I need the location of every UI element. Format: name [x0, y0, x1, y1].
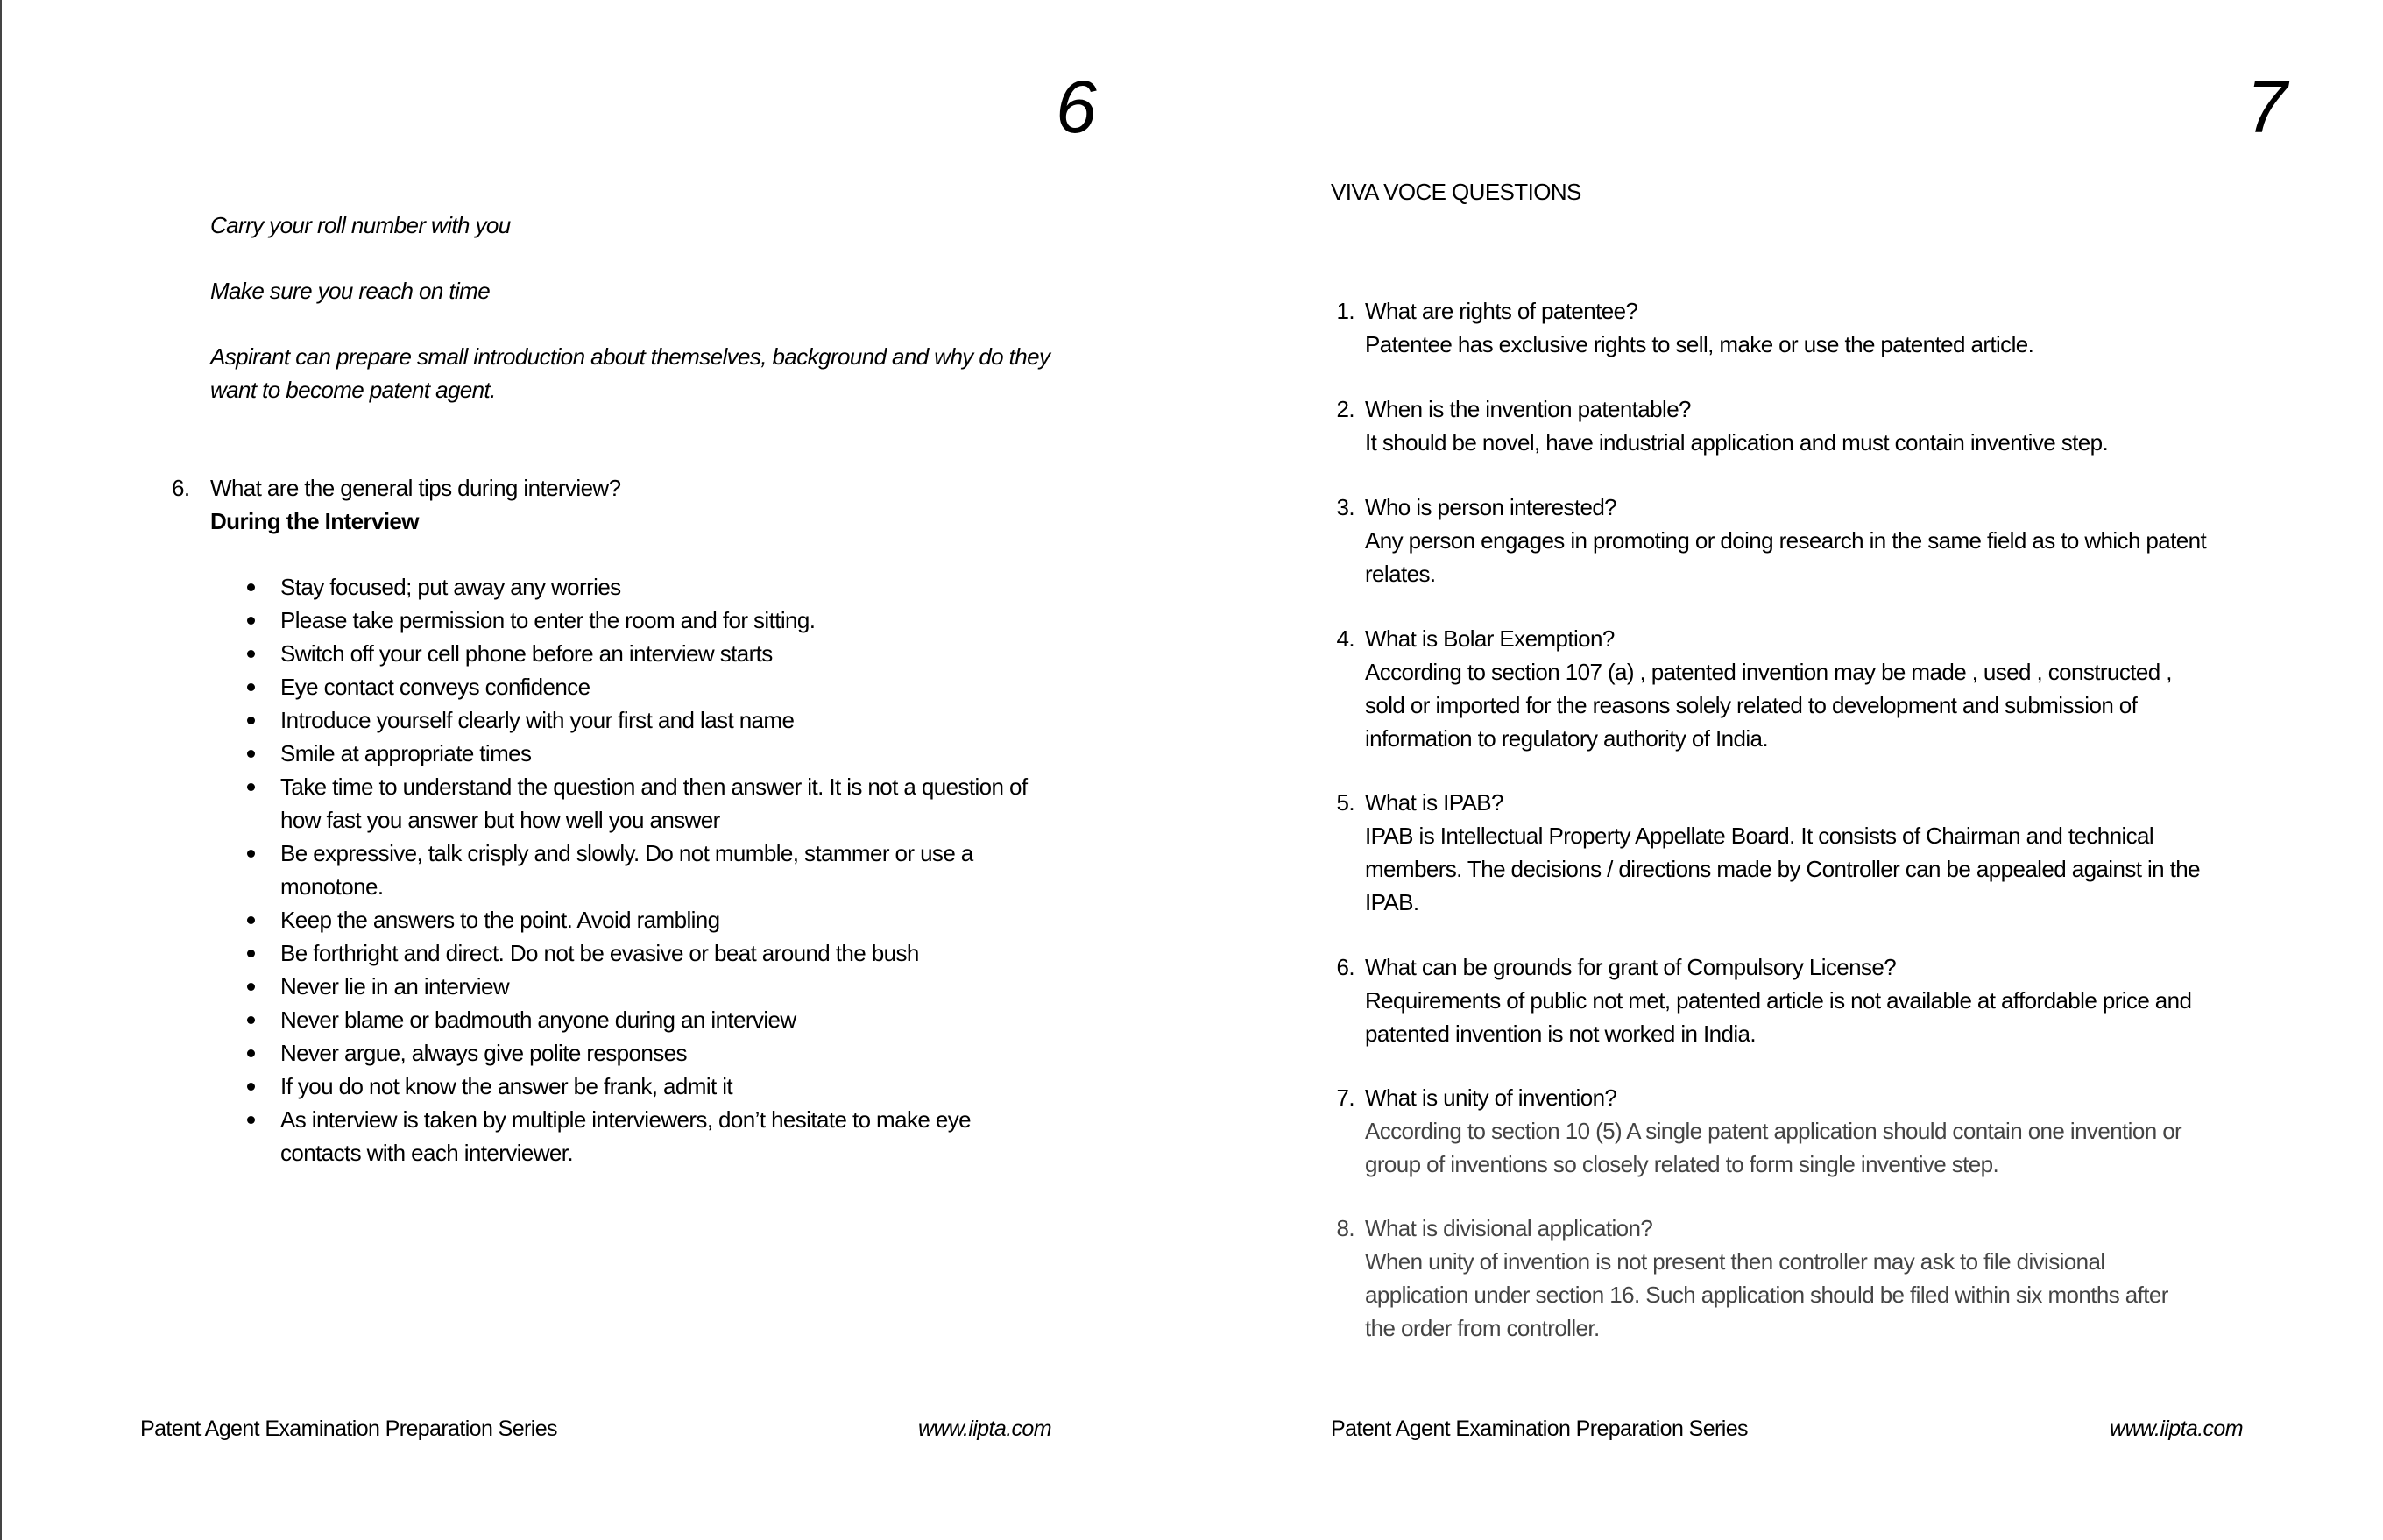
question-number: 8.	[1336, 1215, 1354, 1241]
list-item: If you do not know the answer be frank, admit it	[280, 1070, 1069, 1103]
list-item: Please take permission to enter the room and for sitting.	[280, 604, 1069, 637]
question-number: 6.	[1336, 954, 1354, 980]
left-page	[0, 0, 1191, 1540]
question-number: 6.	[172, 475, 190, 501]
footer-website: www.iipta.com	[2110, 1416, 2243, 1441]
bullet-icon	[247, 983, 255, 991]
footer-series-title: Patent Agent Examination Preparation Series	[1331, 1416, 1748, 1441]
bullet-icon	[247, 1049, 255, 1057]
list-item: Take time to understand the question and then answer it. It is not a question of how fast you answer but how well you answer	[280, 770, 1069, 837]
section-subheading: During the Interview	[210, 508, 419, 534]
answer-line: When unity of invention is not present then controller may ask to file divisional	[1365, 1248, 2105, 1275]
answer-line: Any person engages in promoting or doing research in the same field as to which patent	[1365, 527, 2207, 554]
bullet-icon	[247, 683, 255, 691]
question-item	[1336, 294, 2241, 361]
question-text: What can be grounds for grant of Compulsory License?	[1365, 954, 1897, 980]
bullet-icon	[247, 783, 255, 791]
list-item: Never argue, always give polite responses	[280, 1036, 1069, 1070]
answer-line: Patentee has exclusive rights to sell, make or use the patented article.	[1365, 331, 2034, 357]
question-item	[1336, 392, 2241, 459]
question-item	[1336, 950, 2241, 1050]
list-item: Be expressive, talk crisply and slowly. Do not mumble, stammer or use a monotone.	[280, 837, 1069, 903]
question-text: When is the invention patentable?	[1365, 396, 1691, 422]
bullet-icon	[247, 950, 255, 957]
question-text: What is unity of invention?	[1365, 1084, 1617, 1111]
bullet-icon	[247, 617, 255, 625]
answer-line: Requirements of public not met, patented article is not available at affordable price and	[1365, 987, 2192, 1014]
list-item: Stay focused; put away any worries	[280, 570, 1069, 604]
answer-line: the order from controller.	[1365, 1315, 1600, 1341]
question-number: 3.	[1336, 494, 1354, 520]
page-number: 6	[1056, 66, 1097, 148]
note-roll-number: Carry your roll number with you	[210, 212, 511, 238]
list-item: Smile at appropriate times	[280, 737, 1069, 770]
bullet-icon	[247, 583, 255, 591]
question-text: What is IPAB?	[1365, 789, 1503, 816]
question-item	[1336, 491, 2241, 590]
answer-line: application under section 16. Such application should be filed within six months after	[1365, 1282, 2168, 1308]
question-number: 4.	[1336, 625, 1354, 652]
answer-line: sold or imported for the reasons solely related to development and submission of	[1365, 692, 2138, 718]
answer-line: group of inventions so closely related to form single inventive step.	[1365, 1151, 1999, 1177]
question-text: What is Bolar Exemption?	[1365, 625, 1615, 652]
question-item	[1336, 1212, 2241, 1345]
answer-line: IPAB is Intellectual Property Appellate Board. It consists of Chairman and technical	[1365, 823, 2154, 849]
right-page	[1191, 0, 2383, 1540]
list-item: Introduce yourself clearly with your first and last name	[280, 703, 1069, 737]
answer-line: IPAB.	[1365, 889, 1419, 915]
question-text: What are rights of patentee?	[1365, 298, 1638, 324]
question-text: What are the general tips during interview?	[210, 475, 621, 501]
question-number: 1.	[1336, 298, 1354, 324]
bullet-icon	[247, 850, 255, 858]
question-number: 2.	[1336, 396, 1354, 422]
answer-line: According to section 107 (a) , patented invention may be made , used , constructed ,	[1365, 659, 2172, 685]
bullet-icon	[247, 717, 255, 724]
bullet-icon	[247, 1083, 255, 1091]
page-number: 7	[2246, 66, 2288, 148]
question-number: 5.	[1336, 789, 1354, 816]
bullet-icon	[247, 1016, 255, 1024]
note-introduction-line-2: want to become patent agent.	[210, 377, 496, 403]
question-number: 7.	[1336, 1084, 1354, 1111]
bullet-icon	[247, 650, 255, 658]
list-item: Be forthright and direct. Do not be evasive or beat around the bush	[280, 936, 1069, 970]
list-item: As interview is taken by multiple interviewers, don’t hesitate to make eye contacts with each interviewer.	[280, 1103, 1069, 1169]
footer-website: www.iipta.com	[918, 1416, 1051, 1441]
list-item: Switch off your cell phone before an interview starts	[280, 637, 1069, 670]
note-introduction-line-1: Aspirant can prepare small introduction about themselves, background and why do they	[210, 343, 1050, 370]
answer-line: relates.	[1365, 561, 1436, 587]
answer-line: information to regulatory authority of India.	[1365, 725, 1769, 752]
note-reach-on-time: Make sure you reach on time	[210, 278, 491, 304]
answer-line: members. The decisions / directions made by Controller can be appealed against in the	[1365, 856, 2200, 882]
answer-line: According to section 10 (5) A single patent application should contain one invention or	[1365, 1118, 2182, 1144]
list-item: Never blame or badmouth anyone during an interview	[280, 1003, 1069, 1036]
footer-series-title: Patent Agent Examination Preparation Series	[140, 1416, 557, 1441]
bullet-icon	[247, 750, 255, 758]
list-item: Never lie in an interview	[280, 970, 1069, 1003]
question-item	[1336, 622, 2241, 755]
answer-line: patented invention is not worked in India.	[1365, 1021, 1756, 1047]
question-item	[1336, 786, 2241, 919]
bullet-icon	[247, 1116, 255, 1124]
question-text: What is divisional application?	[1365, 1215, 1653, 1241]
list-item: Eye contact conveys confidence	[280, 670, 1069, 703]
section-heading: VIVA VOCE QUESTIONS	[1331, 179, 1581, 205]
question-item	[1336, 1081, 2241, 1181]
bullet-icon	[247, 916, 255, 924]
question-text: Who is person interested?	[1365, 494, 1617, 520]
answer-line: It should be novel, have industrial application and must contain inventive step.	[1365, 429, 2109, 456]
tips-list	[280, 570, 1069, 1169]
list-item: Keep the answers to the point. Avoid rambling	[280, 903, 1069, 936]
